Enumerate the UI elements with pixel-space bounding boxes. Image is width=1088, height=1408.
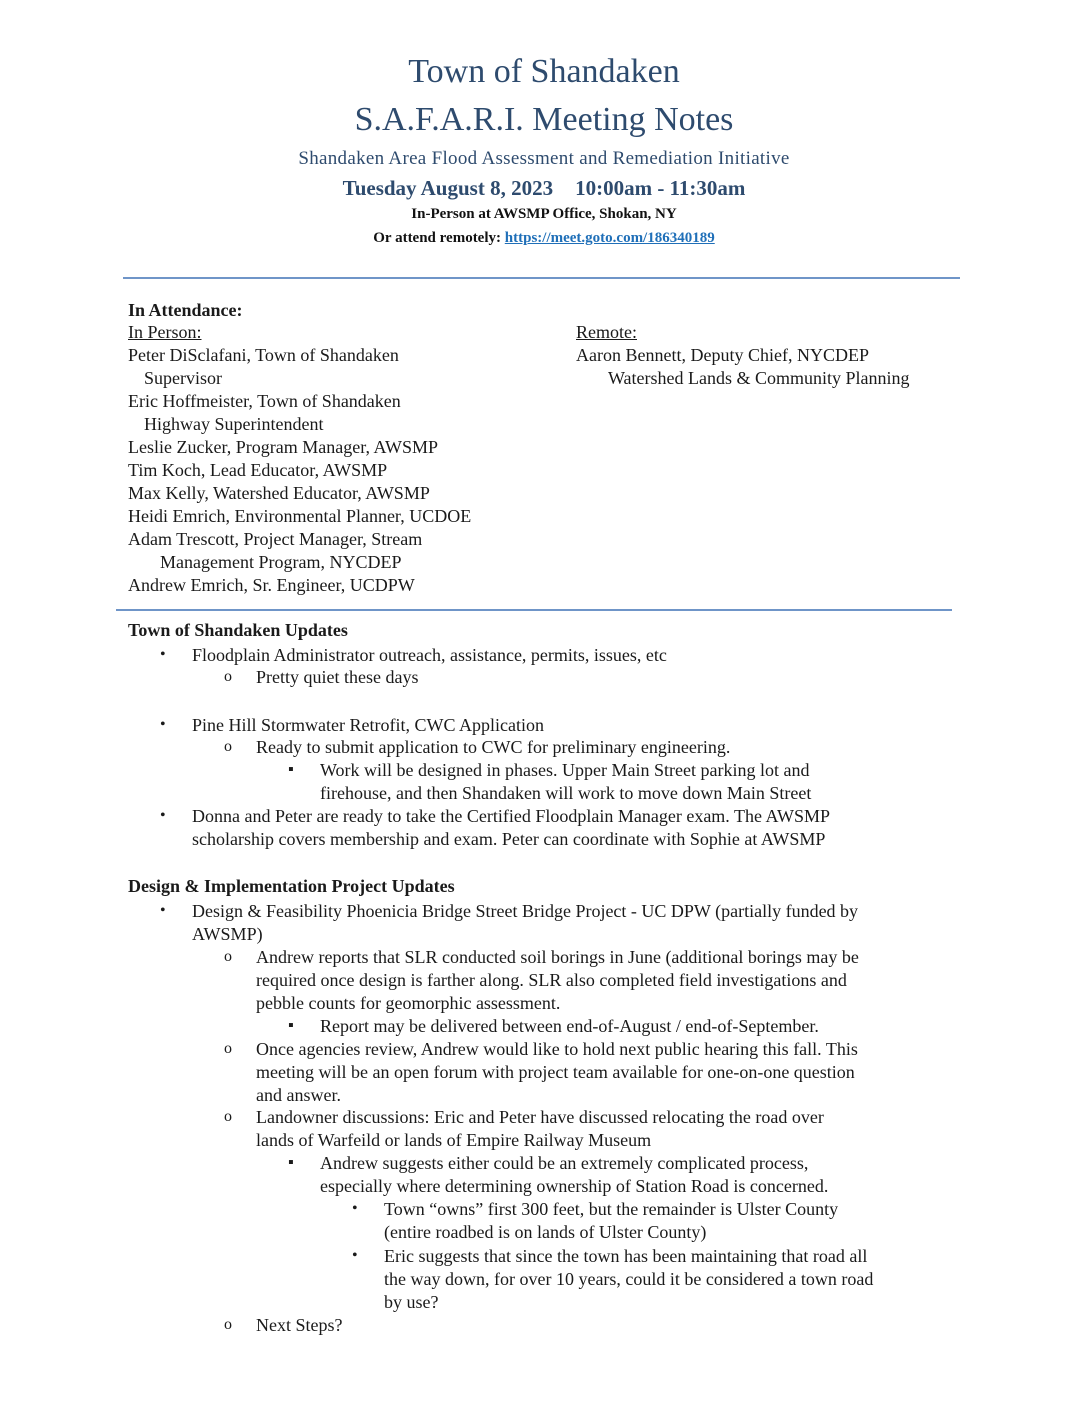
attendee-line: Tim Koch, Lead Educator, AWSMP xyxy=(128,460,388,480)
header-divider xyxy=(123,277,960,279)
list-item: Andrew reports that SLR conducted soil borings in June (additional borings may be xyxy=(256,947,859,967)
list-item: Eric suggests that since the town has been maintaining that road all xyxy=(384,1246,868,1266)
list-item: pebble counts for geomorphic assessment. xyxy=(256,993,561,1013)
list-item: firehouse, and then Shandaken will work to move down Main Street xyxy=(320,783,812,803)
list-item: and answer. xyxy=(256,1085,341,1105)
attendance-divider xyxy=(116,609,952,611)
list-item: Pretty quiet these days xyxy=(256,667,419,687)
attendee-line: Eric Hoffmeister, Town of Shandaken xyxy=(128,391,401,411)
list-item: Landowner discussions: Eric and Peter have discussed relocating the road over xyxy=(256,1107,824,1127)
list-item: Donna and Peter are ready to take the Certified Floodplain Manager exam. The AWSMP xyxy=(192,806,831,826)
list-item: Pine Hill Stormwater Retrofit, CWC Application xyxy=(192,715,544,735)
list-item: especially where determining ownership of Station Road is concerned. xyxy=(320,1176,829,1196)
list-item: (entire roadbed is on lands of Ulster County) xyxy=(384,1222,707,1242)
meeting-date: Tuesday August 8, 2023 xyxy=(342,176,554,200)
attendee-line: Supervisor xyxy=(144,368,222,388)
page-title-line2: S.A.F.A.R.I. Meeting Notes xyxy=(354,101,734,138)
circle-marker: o xyxy=(224,1316,232,1333)
meeting-location: In-Person at AWSMP Office, Shokan, NY xyxy=(411,206,677,222)
town-updates-heading: Town of Shandaken Updates xyxy=(128,620,348,640)
design-updates-heading: Design & Implementation Project Updates xyxy=(128,876,455,896)
attendee-line: Andrew Emrich, Sr. Engineer, UCDPW xyxy=(128,575,415,595)
list-item: Ready to submit application to CWC for preliminary engineering. xyxy=(256,737,731,757)
list-item: lands of Warfeild or lands of Empire Railway Museum xyxy=(256,1130,652,1150)
square-marker: ▪ xyxy=(288,761,294,778)
attendee-line: Highway Superintendent xyxy=(144,414,324,434)
page-subtitle: Shandaken Area Flood Assessment and Remediation Initiative xyxy=(298,148,790,169)
list-item: meeting will be an open forum with project team available for one-on-one question xyxy=(256,1062,855,1082)
attendee-line: Management Program, NYCDEP xyxy=(160,552,402,572)
attendee-line: Peter DiSclafani, Town of Shandaken xyxy=(128,345,399,365)
list-item: Town “owns” first 300 feet, but the remainder is Ulster County xyxy=(384,1199,839,1219)
list-item: required once design is farther along. SLR also completed field investigations and xyxy=(256,970,847,990)
list-item: Work will be designed in phases. Upper Main Street parking lot and xyxy=(320,760,810,780)
circle-marker: o xyxy=(224,1040,232,1057)
meeting-time: 10:00am - 11:30am xyxy=(575,176,746,200)
circle-marker: o xyxy=(224,1108,232,1125)
attendee-line: Heidi Emrich, Environmental Planner, UCDOE xyxy=(128,506,472,526)
circle-marker: o xyxy=(224,668,232,685)
page-title-line1: Town of Shandaken xyxy=(408,53,680,90)
circle-marker: o xyxy=(224,948,232,965)
attendance-heading: In Attendance: xyxy=(128,300,243,320)
bullet-marker: • xyxy=(160,807,166,824)
list-item: the way down, for over 10 years, could it be considered a town road xyxy=(384,1269,874,1289)
attendee-line: Adam Trescott, Project Manager, Stream xyxy=(128,529,423,549)
square-marker: ▪ xyxy=(288,1017,294,1034)
list-item: by use? xyxy=(384,1292,439,1312)
attendee-line: Max Kelly, Watershed Educator, AWSMP xyxy=(128,483,430,503)
circle-marker: o xyxy=(224,738,232,755)
list-item: AWSMP) xyxy=(192,924,263,944)
remote-attendee-line: Aaron Bennett, Deputy Chief, NYCDEP xyxy=(576,345,869,365)
meeting-datetime xyxy=(0,176,1088,201)
list-item: Next Steps? xyxy=(256,1315,343,1335)
bullet-marker: • xyxy=(160,646,166,663)
list-item: Andrew suggests either could be an extremely complicated process, xyxy=(320,1153,809,1173)
list-item: Floodplain Administrator outreach, assistance, permits, issues, etc xyxy=(192,645,667,665)
bullet-marker: • xyxy=(160,716,166,733)
remote-label: Or attend remotely: xyxy=(373,230,502,246)
remote-attend-line xyxy=(0,230,1088,247)
bullet-marker: • xyxy=(352,1247,358,1264)
bullet-marker: • xyxy=(160,902,166,919)
remote-attendee-line: Watershed Lands & Community Planning xyxy=(608,368,910,388)
attendee-line: Leslie Zucker, Program Manager, AWSMP xyxy=(128,437,439,457)
square-marker: ▪ xyxy=(288,1154,294,1171)
list-item: Once agencies review, Andrew would like to hold next public hearing this fall. This xyxy=(256,1039,858,1059)
list-item: scholarship covers membership and exam. Peter can coordinate with Sophie at AWSMP xyxy=(192,829,826,849)
remote-attendees-label: Remote: xyxy=(576,322,637,342)
list-item: Design & Feasibility Phoenicia Bridge Street Bridge Project - UC DPW (partially funded by xyxy=(192,901,859,921)
list-item: Report may be delivered between end-of-August / end-of-September. xyxy=(320,1016,819,1036)
in-person-label: In Person: xyxy=(128,322,202,342)
remote-meeting-link[interactable]: https://meet.goto.com/186340189 xyxy=(504,230,715,246)
bullet-marker: • xyxy=(352,1200,358,1217)
